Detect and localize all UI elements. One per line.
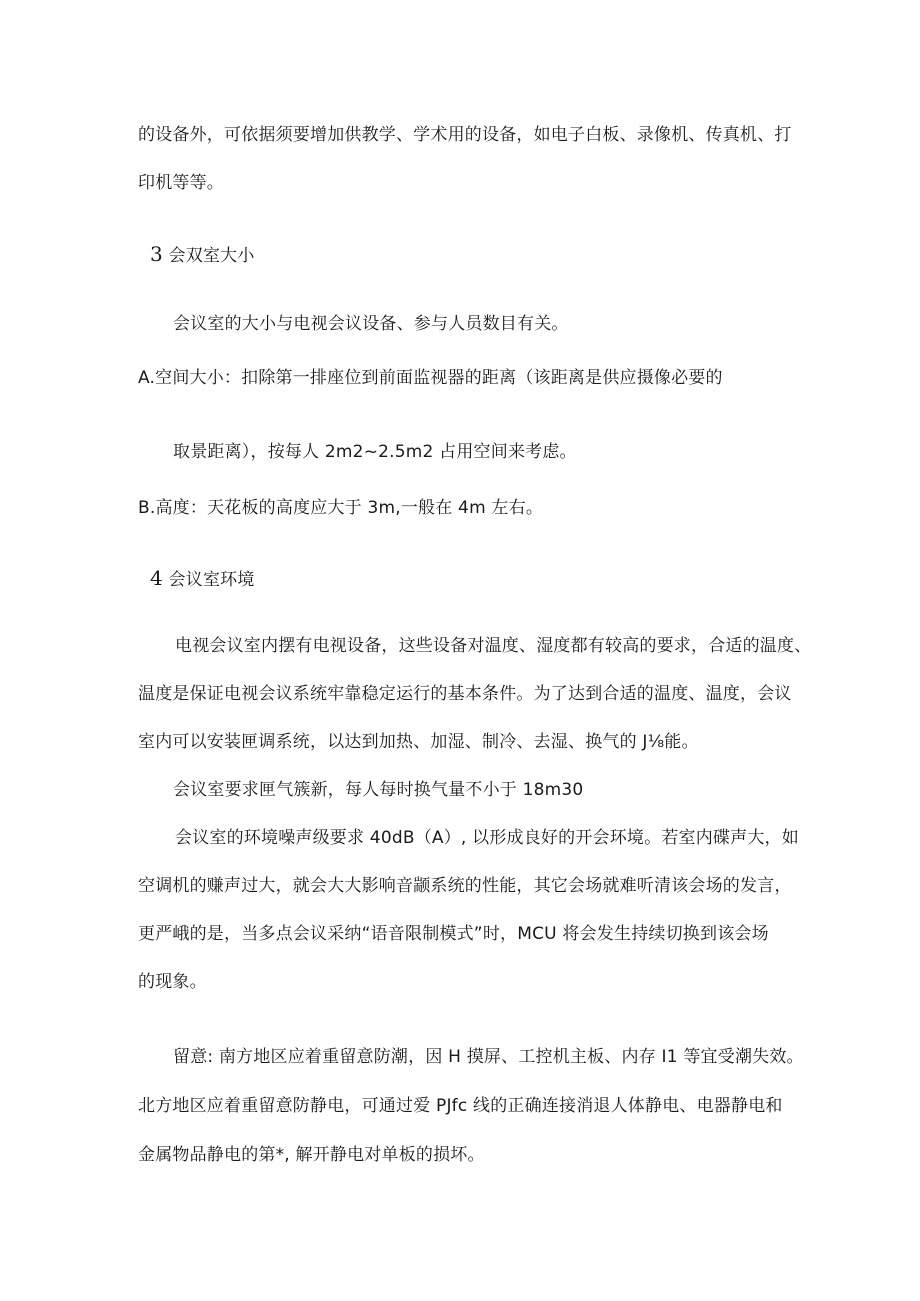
paragraph-line: 会议室的大小与电视会议设备、参与人员数目有关。 [173, 314, 569, 334]
paragraph-line: 室内可以安装匣调系统，以达到加热、加湿、制冷、去湿、换气的 J⅛能。 [138, 732, 699, 752]
paragraph-line: 温度是保证电视会议系统牢靠稳定运行的基本条件。为了达到合适的温度、温度，会议 [138, 684, 792, 704]
paragraph-line: 电视会议室内摆有电视设备，这些设备对温度、湿度都有较高的要求，合适的温度、 [175, 636, 812, 656]
paragraph-line: 的设备外，可依据须要增加供教学、学术用的设备，如电子白板、录像机、传真机、打 [138, 125, 792, 145]
section-number: 3 [150, 242, 163, 266]
section-title: 会议室环境 [168, 570, 255, 590]
paragraph-line: 的现象。 [138, 972, 207, 992]
paragraph-line: 更严峨的是，当多点会议采纳“语音限制模式”时，MCU 将会发生持续切换到该会场 [138, 924, 769, 944]
paragraph-line: 留意: 南方地区应着重留意防潮，因 H 摸屏、工控机主板、内存 I1 等宜受潮失效。 [173, 1047, 804, 1067]
section-heading-3 [150, 242, 255, 268]
paragraph-line: 印机等等。 [138, 173, 224, 193]
list-item-a-line: 取景距离），按每人 2m2~2.5m2 占用空间来考虑。 [173, 442, 577, 462]
paragraph-line: 会议室的环境噪声级要求 40dB（A）, 以形成良好的开会环境。若室内碟声大，如 [175, 828, 799, 848]
paragraph-line: 金属物品静电的第*, 解开静电对单板的损坏。 [138, 1145, 485, 1165]
list-item-b: B.高度：天花板的高度应大于 3m,一般在 4m 左右。 [138, 498, 544, 518]
paragraph-line: 北方地区应着重留意防静电，可通过爱 PJfc 线的正确连接消退人体静电、电器静电和 [138, 1096, 783, 1116]
section-title: 会双室大小 [168, 246, 255, 266]
paragraph-line: 空调机的赚声过大，就会大大影响音颛系统的性能，其它会场就难听清该会场的发言， [138, 876, 792, 896]
paragraph-line: 会议室要求匣气簇新，每人每时换气量不小于 18m30 [173, 780, 584, 800]
list-item-a-line: A.空间大小：扣除第一排座位到前面监视器的距离（该距离是供应摄像必要的 [138, 368, 723, 388]
section-heading-4 [150, 566, 255, 592]
section-number: 4 [150, 566, 163, 590]
